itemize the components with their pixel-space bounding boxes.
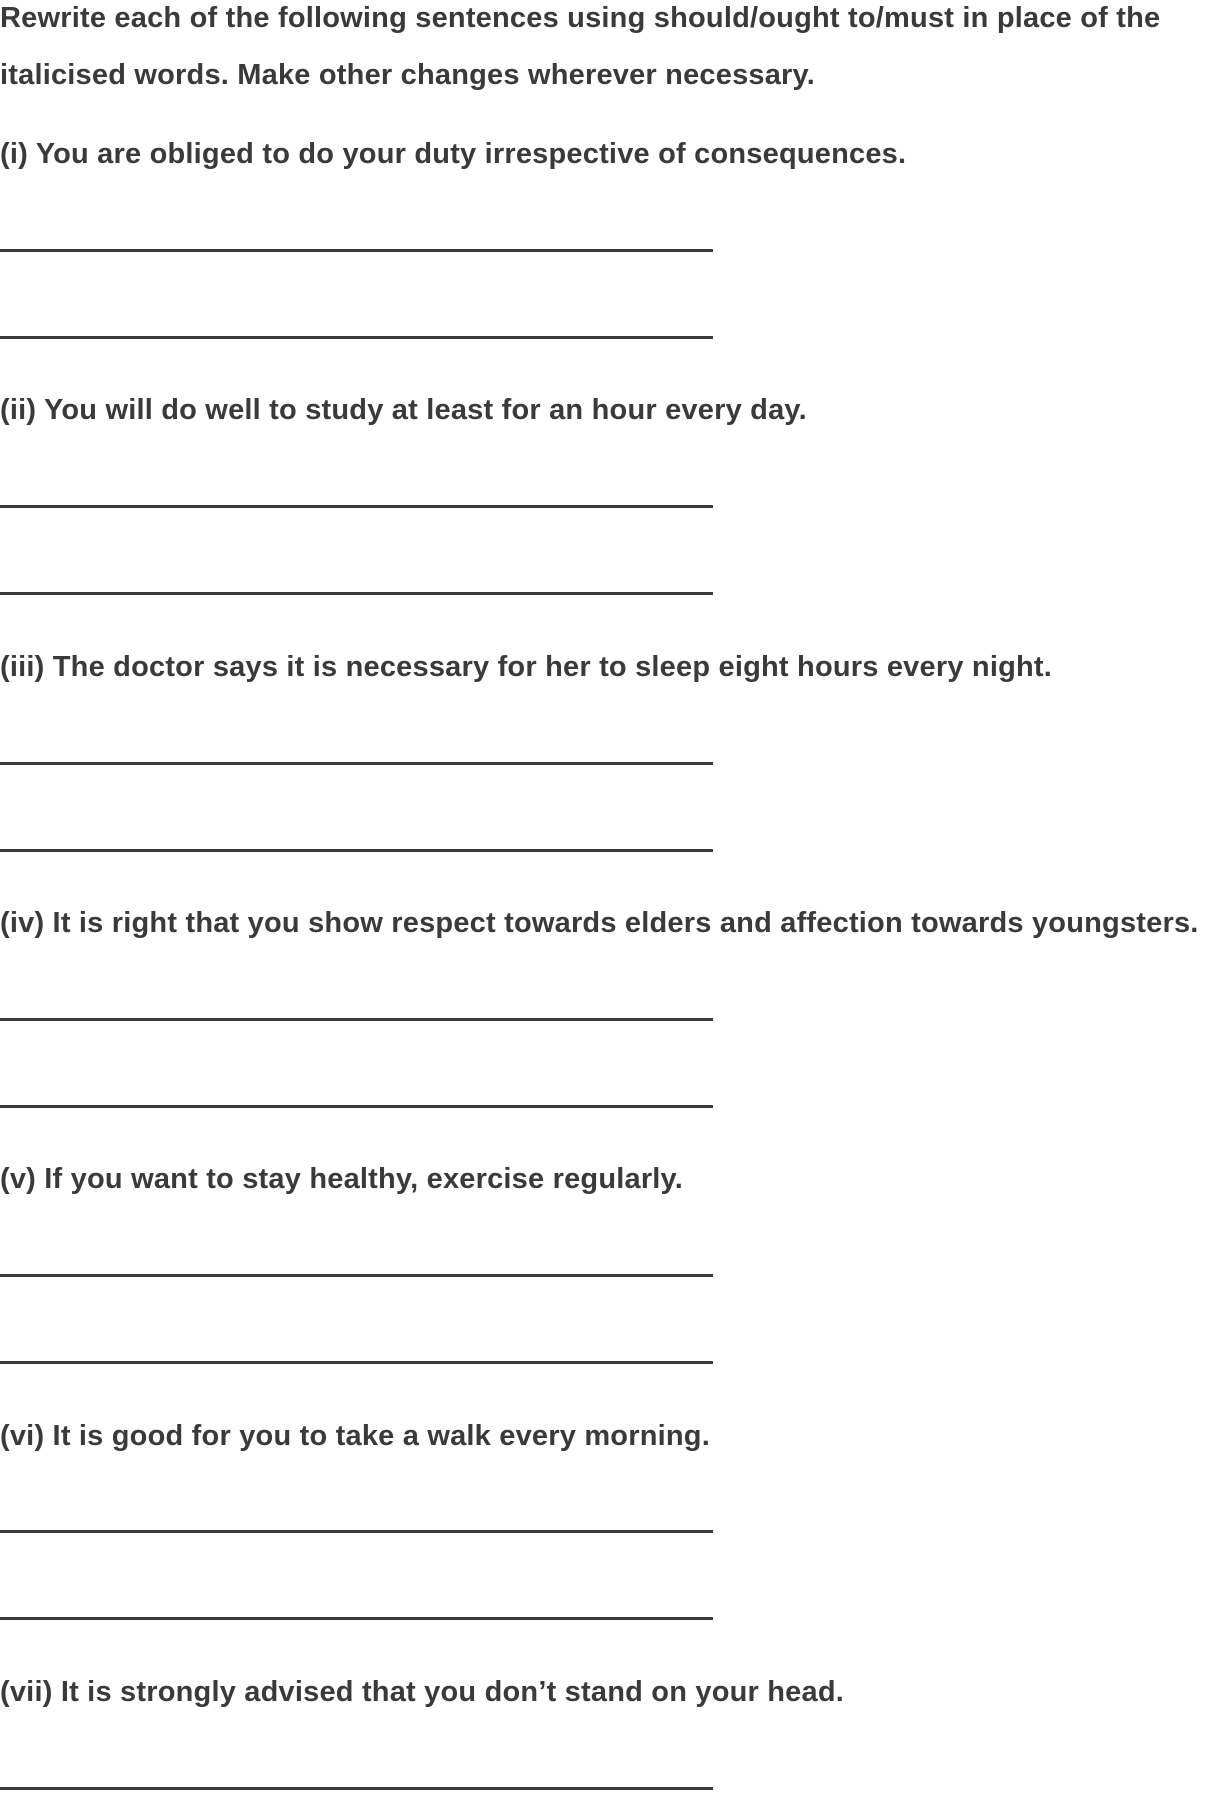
answer-line-3b[interactable]: [0, 849, 713, 852]
question-4: (iv) It is right that you show respect towards elders and affection towards youngsters.: [0, 907, 1199, 939]
question-6: (vi) It is good for you to take a walk every morning.: [0, 1420, 710, 1452]
question-7: (vii) It is strongly advised that you don’t stand on your head.: [0, 1676, 845, 1708]
answer-line-4b[interactable]: [0, 1105, 713, 1108]
answer-line-6b[interactable]: [0, 1617, 713, 1620]
question-1: (i) You are obliged to do your duty irrespective of consequences.: [0, 138, 907, 170]
answer-line-1a[interactable]: [0, 249, 713, 252]
question-2: (ii) You will do well to study at least for an hour every day.: [0, 394, 807, 426]
answer-line-6a[interactable]: [0, 1530, 713, 1533]
answer-line-3a[interactable]: [0, 762, 713, 765]
question-3: (iii) The doctor says it is necessary for her to sleep eight hours every night.: [0, 651, 1053, 683]
answer-line-5b[interactable]: [0, 1361, 713, 1364]
answer-line-5a[interactable]: [0, 1274, 713, 1277]
answer-line-2b[interactable]: [0, 592, 713, 595]
question-5: (v) If you want to stay healthy, exercise regularly.: [0, 1163, 683, 1195]
answer-line-7a[interactable]: [0, 1787, 713, 1790]
answer-line-4a[interactable]: [0, 1018, 713, 1021]
answer-line-1b[interactable]: [0, 336, 713, 339]
answer-line-2a[interactable]: [0, 505, 713, 508]
instructions: Rewrite each of the following sentences using should/ought to/must in place of the italicised words. Make other changes wherever necessary.: [0, 2, 1161, 91]
